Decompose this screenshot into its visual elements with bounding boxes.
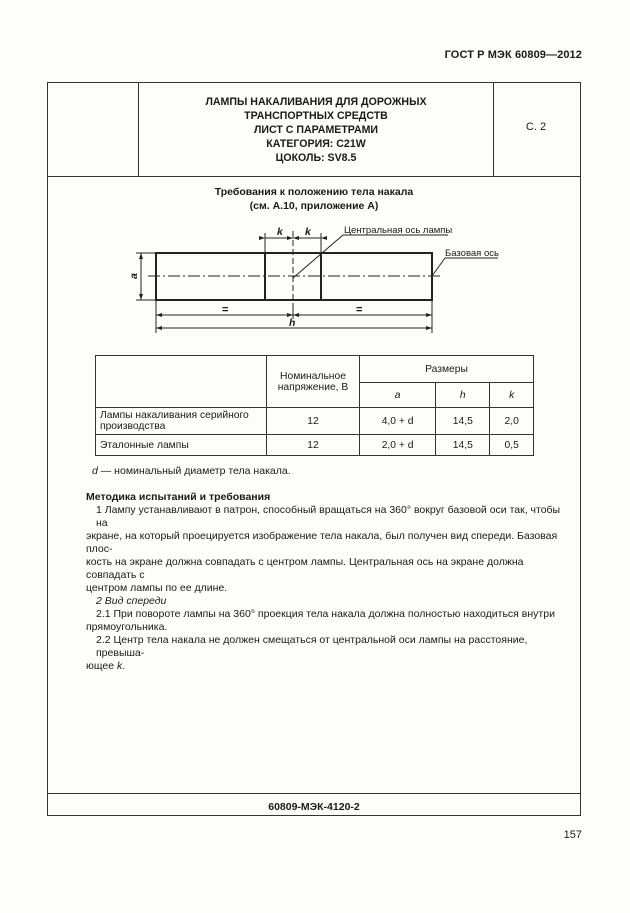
row-a: 2,0 + d xyxy=(360,435,436,456)
p22-suffix: . xyxy=(122,660,126,672)
center-axis-label: Центральная ось лампы xyxy=(344,225,453,236)
col-h-header xyxy=(436,383,490,408)
title-line: ТРАНСПОРТНЫХ СРЕДСТВ xyxy=(244,110,388,122)
col-a-header xyxy=(360,383,436,408)
requirements-title-line1: Требования к положению тела накала xyxy=(214,186,414,198)
col-a-var: a xyxy=(394,389,401,401)
p22-var: k xyxy=(117,660,123,672)
row-k: 0,5 xyxy=(490,435,534,456)
dimensions-table xyxy=(95,355,534,456)
page-number: 157 xyxy=(563,829,582,841)
row-voltage: 12 xyxy=(267,435,360,456)
footnote-text: — номинальный диаметр тела накала. xyxy=(97,465,291,477)
row-h: 14,5 xyxy=(436,408,490,435)
p21-line: прямоугольника. xyxy=(86,621,168,633)
row-name: Эталонные лампы xyxy=(96,435,267,456)
a-label: a xyxy=(128,273,140,279)
p1-line: экране, на который проецируется изображение тела накала, был получен вид спереди. Базовая плос- xyxy=(86,530,558,555)
title-line: КАТЕГОРИЯ: С21W xyxy=(266,138,366,150)
eq-label-right: = xyxy=(356,304,363,316)
col-dims-header: Размеры xyxy=(360,356,534,383)
table-row xyxy=(96,435,534,456)
requirements-title xyxy=(48,185,580,213)
k-label-right: k xyxy=(305,226,311,238)
footnote-symbol: d xyxy=(92,465,98,477)
header-title xyxy=(139,95,493,165)
p2: 2 Вид спереди xyxy=(96,595,167,607)
p22-prefix: ющее xyxy=(86,660,117,672)
footer-code: 60809-МЭК-4120-2 xyxy=(268,801,360,813)
footer-divider xyxy=(48,793,580,794)
header-title-cell xyxy=(138,83,494,176)
col-nominal-header: Номинальное напряжение, В xyxy=(267,356,360,408)
method-heading: Методика испытаний и требования xyxy=(86,491,271,503)
h-label: h xyxy=(289,317,296,329)
p22-line2 xyxy=(86,660,570,673)
sheet-frame xyxy=(47,82,581,816)
row-name: Лампы накаливания серийного производства xyxy=(96,408,267,435)
table-row xyxy=(96,408,534,435)
col-h-var: h xyxy=(459,389,466,401)
method-section xyxy=(86,491,570,673)
title-line: ЦОКОЛЬ: SV8.5 xyxy=(275,152,357,164)
p1-line: кость на экране должна совпадать с центром лампы. Центральная ось на экране должна совпадать с xyxy=(86,556,524,581)
filament-position-diagram xyxy=(48,223,580,335)
p1-line: 1 Лампу устанавливают в патрон, способный вращаться на 360° вокруг базовой оси так, чтобы на xyxy=(96,504,561,529)
p22-line1: 2.2 Центр тела накала не должен смещаться от центральной оси лампы на расстояние, превыша- xyxy=(96,634,528,659)
eq-label-left: = xyxy=(222,304,229,316)
p21-line: 2.1 При повороте лампы на 360° проекция тела накала должна полностью находиться внутри xyxy=(96,608,555,620)
row-k: 2,0 xyxy=(490,408,534,435)
standard-code: ГОСТ Р МЭК 60809—2012 xyxy=(444,49,582,61)
footnote xyxy=(92,465,291,477)
sheet-header xyxy=(48,83,580,177)
p1-line: центром лампы по ее длине. xyxy=(86,582,228,594)
table-corner xyxy=(96,356,267,408)
row-h: 14,5 xyxy=(436,435,490,456)
col-k-var: k xyxy=(509,389,515,401)
title-line: ЛИСТ С ПАРАМЕТРАМИ xyxy=(253,124,379,136)
title-line: ЛАМПЫ НАКАЛИВАНИЯ ДЛЯ ДОРОЖНЫХ xyxy=(205,96,427,108)
row-a: 4,0 + d xyxy=(360,408,436,435)
sheet-page: С. 2 xyxy=(525,121,547,133)
base-axis-label: Базовая ось xyxy=(445,248,499,259)
requirements-title-line2: (см. А.10, приложение А) xyxy=(249,200,379,212)
center-axis-leader xyxy=(293,235,343,278)
row-voltage: 12 xyxy=(267,408,360,435)
base-axis-leader xyxy=(432,258,445,276)
k-label-left: k xyxy=(277,226,283,238)
col-k-header xyxy=(490,383,534,408)
